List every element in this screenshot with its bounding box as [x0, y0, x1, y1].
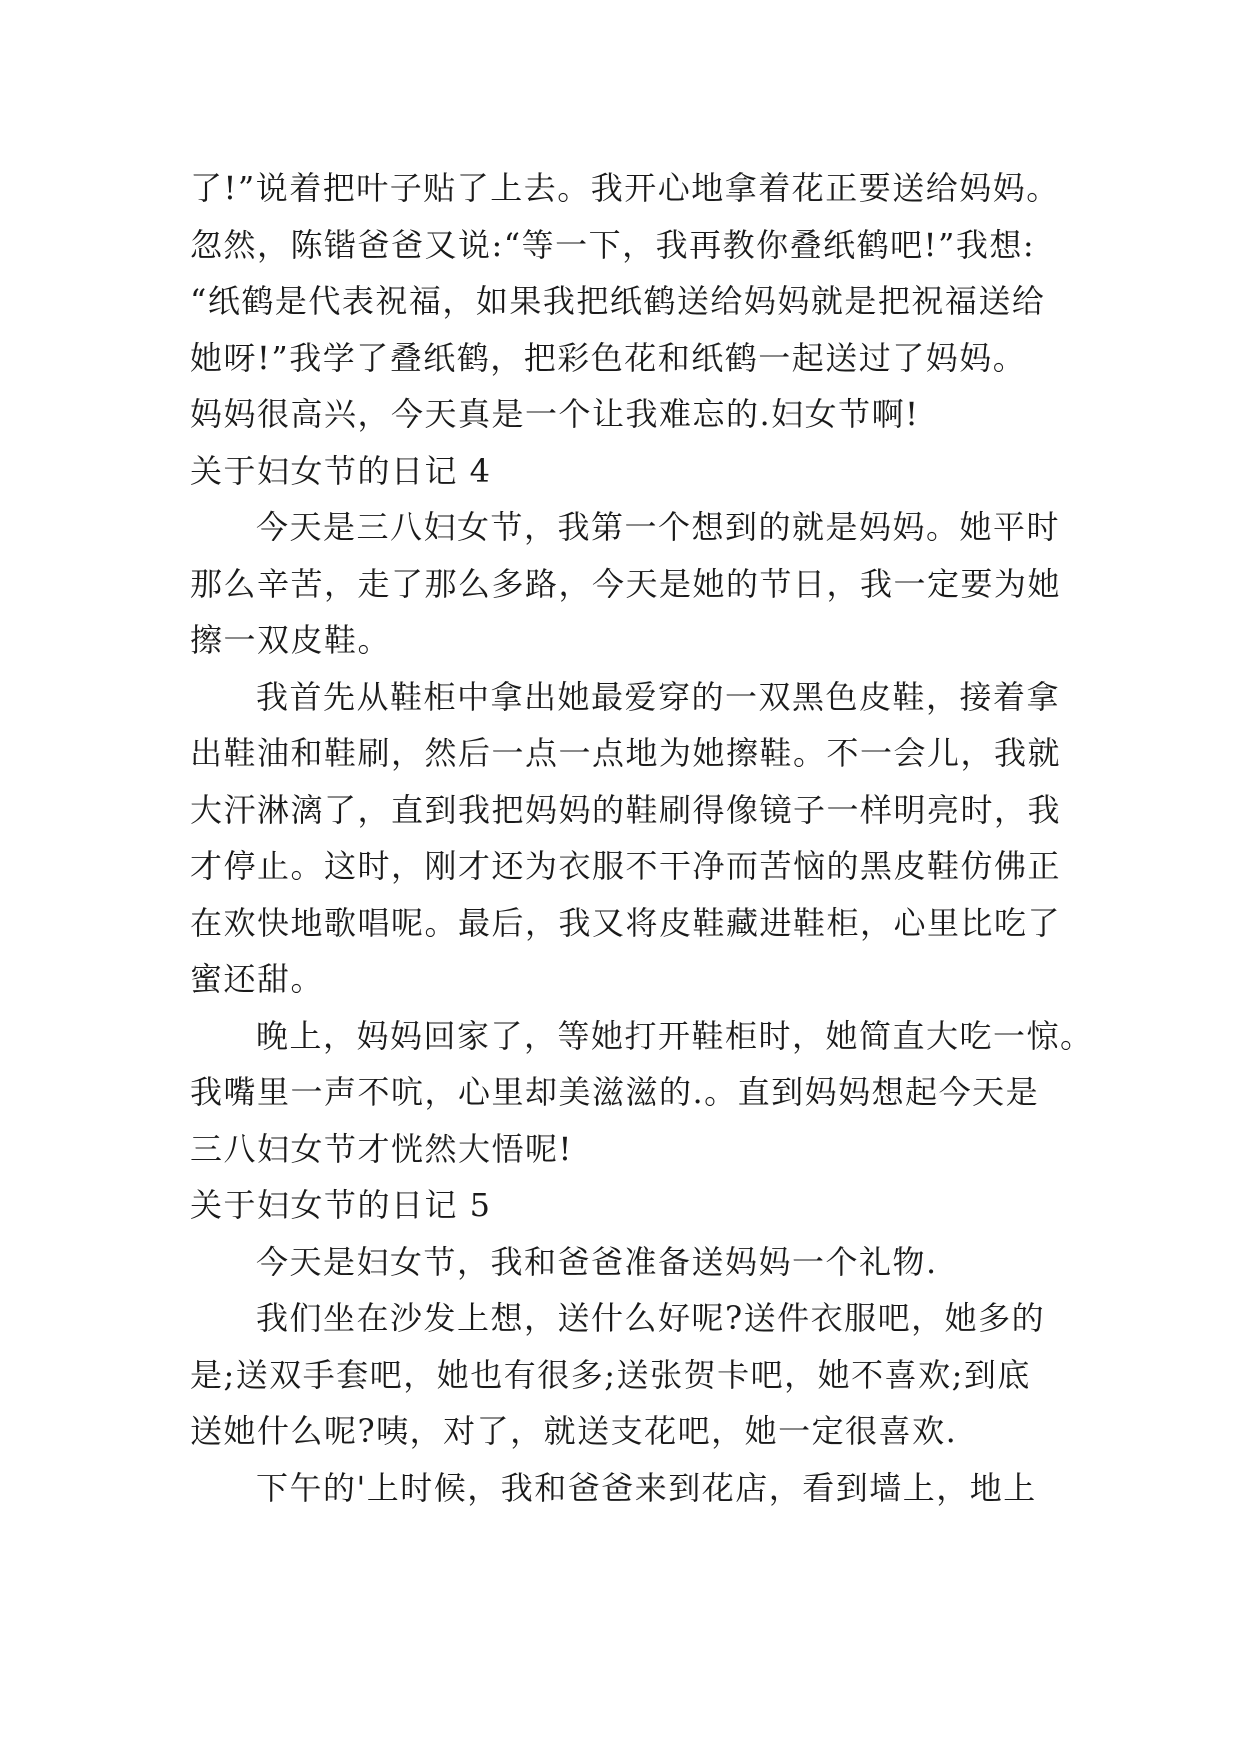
paragraph-first-line: 我们坐在沙发上想，送什么好呢?送件衣服吧，她多的 — [256, 1299, 1046, 1337]
text-line: 妈妈很高兴，今天真是一个让我难忘的.妇女节啊! — [190, 395, 920, 433]
document-page — [190, 160, 1094, 1516]
text-line: 那么辛苦，走了那么多路，今天是她的节日，我一定要为她 — [190, 564, 1062, 603]
paragraph-first-line: 今天是妇女节，我和爸爸准备送妈妈一个礼物. — [256, 1242, 938, 1281]
text-line: 蜜还甜。 — [190, 960, 325, 998]
text-line: 擦一双皮鞋。 — [190, 621, 392, 659]
text-line: 在欢快地歌唱呢。最后，我又将皮鞋藏进鞋柜，心里比吃了 — [190, 903, 1062, 942]
section-heading: 关于妇女节的日记 4 — [190, 451, 492, 490]
paragraph-first-line: 晚上，妈妈回家了，等她打开鞋柜时，她简直大吃一惊。 — [256, 1016, 1094, 1055]
section-heading: 关于妇女节的日记 5 — [190, 1186, 492, 1224]
text-line: 才停止。这时，刚才还为衣服不干净而苦恼的黑皮鞋仿佛正 — [190, 847, 1062, 885]
text-line: 大汗淋漓了，直到我把妈妈的鞋刷得像镜子一样明亮时，我 — [190, 790, 1062, 829]
text-line: 忽然，陈锴爸爸又说:“等一下，我再教你叠纸鹤吧!”我想: — [190, 225, 1036, 264]
paragraph-first-line: 今天是三八妇女节，我第一个想到的就是妈妈。她平时 — [256, 508, 1061, 546]
text-line: 是;送双手套吧，她也有很多;送张贺卡吧，她不喜欢;到底 — [190, 1355, 1031, 1394]
text-line: 出鞋油和鞋刷，然后一点一点地为她擦鞋。不一会儿，我就 — [190, 734, 1062, 772]
text-line: 了!”说着把叶子贴了上去。我开心地拿着花正要送给妈妈。 — [190, 169, 1060, 207]
text-line: 送她什么呢?咦，对了，就送支花吧，她一定很喜欢. — [190, 1412, 958, 1450]
paragraph-first-line: 下午的'上时候，我和爸爸来到花店，看到墙上，地上 — [256, 1468, 1037, 1507]
text-line: 她呀!”我学了叠纸鹤，把彩色花和纸鹤一起送过了妈妈。 — [190, 338, 1027, 377]
paragraph-first-line: 我首先从鞋柜中拿出她最爱穿的一双黑色皮鞋，接着拿 — [256, 677, 1061, 716]
text-line: 三八妇女节才恍然大悟呢! — [190, 1129, 573, 1168]
text-line: 我嘴里一声不吭，心里却美滋滋的.。直到妈妈想起今天是 — [190, 1073, 1040, 1111]
text-line: “纸鹤是代表祝福，如果我把纸鹤送给妈妈就是把祝福送给 — [190, 282, 1046, 320]
